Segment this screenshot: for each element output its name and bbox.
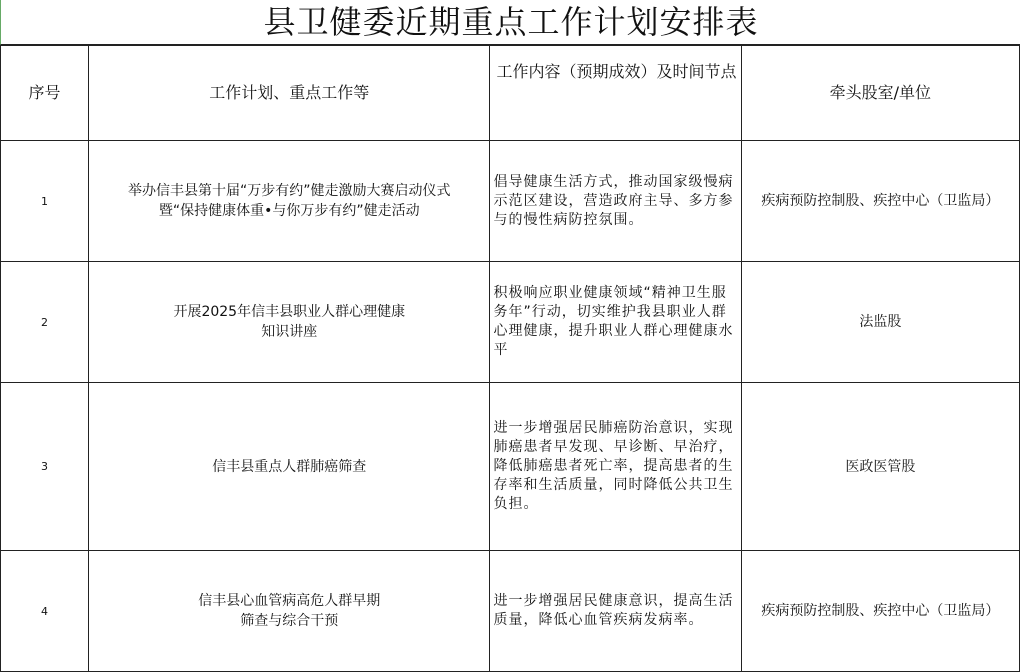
work-plan-cell	[89, 141, 490, 262]
work-content-cell: 倡导健康生活方式，推动国家级慢病示范区建设，营造政府主导、多方参与的慢性病防控氛围。	[490, 141, 741, 262]
work-plan-table	[0, 45, 1020, 672]
work-plan-line: 暨“保持健康体重•与你万步有约”健走活动	[158, 203, 420, 219]
column-header-plan: 工作计划、重点工作等	[89, 46, 490, 141]
work-content-cell: 进一步增强居民肺癌防治意识，实现肺癌患者早发现、早诊断、早治疗，降低肺癌患者死亡率，提高患者的生存率和生活质量，同时降低公共卫生负担。	[490, 383, 741, 551]
work-plan-cell	[89, 262, 490, 383]
lead-unit-cell: 法监股	[741, 262, 1019, 383]
page-title: 县卫健委近期重点工作计划安排表	[263, 3, 759, 41]
work-plan-cell	[89, 383, 490, 551]
row-number: 4	[1, 551, 89, 672]
column-header-content: 工作内容（预期成效）及时间节点	[490, 46, 741, 141]
row-number: 1	[1, 141, 89, 262]
work-content-cell: 积极响应职业健康领域“精神卫生服务年”行动，切实维护我县职业人群心理健康，提升职业人群心理健康水平	[490, 262, 741, 383]
work-plan-line: 开展2025年信丰县职业人群心理健康	[173, 304, 406, 320]
lead-unit-cell: 疾病预防控制股、疾控中心（卫监局）	[741, 141, 1019, 262]
lead-unit-cell: 医政医管股	[741, 383, 1019, 551]
work-plan-line: 知识讲座	[261, 324, 318, 340]
table-row	[1, 383, 1020, 551]
title-row	[0, 0, 1020, 45]
column-header-owner: 牵头股室/单位	[741, 46, 1019, 141]
row-number: 3	[1, 383, 89, 551]
work-plan-cell	[89, 551, 490, 672]
work-plan-line: 信丰县心血管病高危人群早期	[198, 593, 381, 609]
table-header-row	[1, 46, 1020, 141]
table-row	[1, 141, 1020, 262]
column-header-no: 序号	[1, 46, 89, 141]
table-row	[1, 262, 1020, 383]
work-content-cell: 进一步增强居民健康意识，提高生活质量，降低心血管疾病发病率。	[490, 551, 741, 672]
row-number: 2	[1, 262, 89, 383]
table-row	[1, 551, 1020, 672]
work-plan-line: 筛查与综合干预	[240, 613, 339, 629]
lead-unit-cell: 疾病预防控制股、疾控中心（卫监局）	[741, 551, 1019, 672]
work-plan-line: 信丰县重点人群肺癌筛查	[212, 458, 367, 475]
work-plan-line: 举办信丰县第十届“万步有约”健走激励大赛启动仪式	[128, 183, 451, 199]
